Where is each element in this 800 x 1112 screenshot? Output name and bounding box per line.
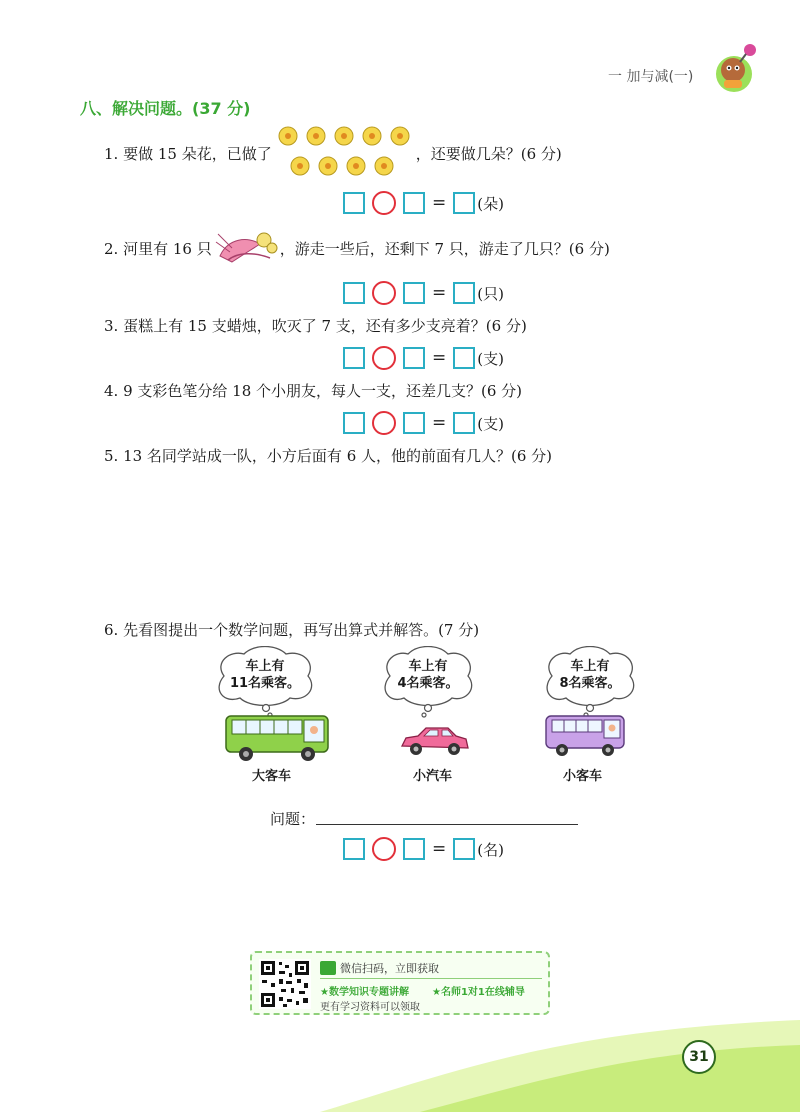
answer-box[interactable]	[403, 838, 425, 860]
bubble-line2: 11名乘客。	[229, 676, 301, 691]
answer-unit: (支)	[477, 414, 504, 433]
answer-unit: (只)	[477, 284, 504, 303]
operator-circle[interactable]	[372, 191, 396, 215]
flowers-illustration	[276, 124, 412, 182]
big-bus-illustration	[224, 710, 332, 762]
shrimp-illustration	[214, 226, 278, 270]
equals-sign: =	[432, 413, 447, 433]
page-number-badge	[682, 1040, 716, 1074]
minibus-illustration	[544, 712, 628, 758]
feature-2: ★名师1对1在线辅导	[432, 987, 525, 998]
answer-box[interactable]	[403, 282, 425, 304]
operator-circle[interactable]	[372, 346, 396, 370]
answer-box[interactable]	[453, 282, 475, 304]
answer-box[interactable]	[453, 347, 475, 369]
question-3: 3. 蛋糕上有 15 支蜡烛，吹灭了 7 支，还有多少支亮着？(6 分)	[104, 317, 527, 335]
bubble-line1: 车上有	[408, 659, 448, 674]
promo-divider	[320, 978, 542, 979]
qr-code-icon[interactable]	[259, 959, 311, 1009]
vehicle-label-bus: 大客车	[252, 769, 292, 784]
mascot-icon	[706, 38, 764, 96]
answer-unit: (支)	[477, 349, 504, 368]
scan-text: 微信扫码，立即获取	[340, 962, 439, 975]
equals-sign: =	[432, 193, 447, 213]
operator-circle[interactable]	[372, 281, 396, 305]
bubble-line1: 车上有	[245, 659, 285, 674]
bubble-line1: 车上有	[570, 659, 610, 674]
equals-sign: =	[432, 283, 447, 303]
speech-bubble-car	[378, 646, 478, 718]
answer-box[interactable]	[453, 412, 475, 434]
answer-box[interactable]	[403, 412, 425, 434]
feature-1: ★数学知识专题讲解	[320, 987, 409, 998]
answer-box[interactable]	[343, 192, 365, 214]
question-5: 5. 13 名同学站成一队，小方后面有 6 人，他的前面有几人？(6 分)	[104, 447, 553, 465]
more-resources-text: 更有学习资料可以领取	[320, 1002, 420, 1013]
question-2	[104, 226, 610, 270]
answer-unit: (名)	[477, 840, 504, 859]
section-title: 八、解决问题。(37 分)	[80, 99, 251, 118]
question-label: 问题：	[270, 810, 316, 828]
question-2-text-after: ，游走一些后，还剩下 7 只，游走了几只？(6 分)	[279, 239, 610, 258]
answer-box[interactable]	[453, 838, 475, 860]
vehicle-label-car: 小汽车	[413, 769, 453, 784]
operator-circle[interactable]	[372, 411, 396, 435]
answer-unit: (朵)	[477, 194, 504, 213]
equals-sign: =	[432, 348, 447, 368]
question-1-text-after: ，还要做几朵？(6 分)	[415, 144, 562, 163]
question-2-text-before: 2. 河里有 16 只	[104, 239, 212, 258]
speech-bubble-minibus	[540, 646, 640, 718]
qr-promo-card[interactable]	[250, 951, 550, 1015]
answer-box[interactable]	[343, 412, 365, 434]
car-illustration	[398, 722, 470, 758]
question-answer-line[interactable]	[316, 824, 578, 825]
answer-row-6	[343, 837, 504, 861]
answer-box[interactable]	[403, 192, 425, 214]
question-6: 6. 先看图提出一个数学问题，再写出算式并解答。(7 分)	[104, 621, 480, 639]
chapter-header: 一 加与减(一)	[608, 69, 694, 85]
answer-box[interactable]	[343, 347, 365, 369]
answer-box[interactable]	[343, 282, 365, 304]
operator-circle[interactable]	[372, 837, 396, 861]
answer-box[interactable]	[453, 192, 475, 214]
page-number: 31	[689, 1049, 709, 1065]
answer-row-4	[343, 411, 504, 435]
answer-box[interactable]	[343, 838, 365, 860]
answer-box[interactable]	[403, 347, 425, 369]
answer-row-2	[343, 281, 504, 305]
answer-row-3	[343, 346, 504, 370]
wechat-badge	[320, 961, 336, 975]
bubble-line2: 4名乘客。	[397, 676, 459, 691]
question-4: 4. 9 支彩色笔分给 18 个小朋友，每人一支，还差几支？(6 分)	[104, 382, 523, 400]
speech-bubble-bus	[210, 646, 320, 718]
bubble-line2: 8名乘客。	[559, 676, 621, 691]
equals-sign: =	[432, 839, 447, 859]
answer-row-1	[343, 191, 504, 215]
question-1	[104, 124, 562, 182]
vehicle-label-minibus: 小客车	[563, 769, 603, 784]
question-1-text-before: 1. 要做 15 朵花，已做了	[104, 144, 272, 163]
